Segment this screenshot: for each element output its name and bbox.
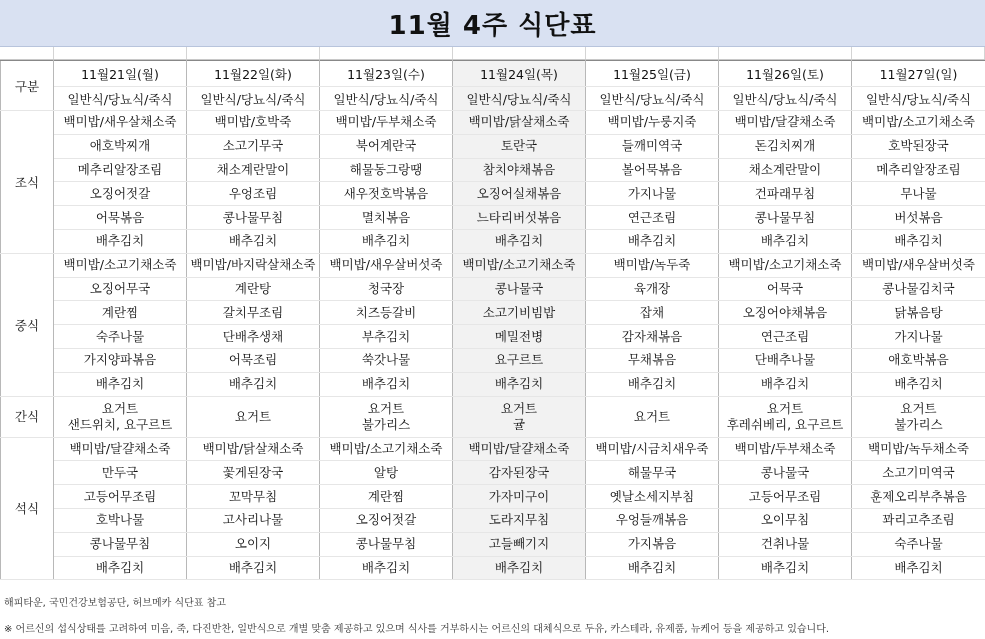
breakfast-row xyxy=(1,111,985,135)
lunch-row xyxy=(1,348,985,372)
menu-cell: 숙주나물 xyxy=(852,532,985,556)
menu-cell: 배추김치 xyxy=(719,229,852,253)
meal-type-header: 일반식/당뇨식/죽식 xyxy=(187,87,320,111)
menu-cell: 요구르트 xyxy=(453,348,586,372)
menu-cell: 어묵조림 xyxy=(187,348,320,372)
menu-cell: 백미밥/녹두채소죽 xyxy=(852,437,985,461)
dinner-section xyxy=(1,437,985,580)
dinner-row xyxy=(1,437,985,461)
menu-cell: 꼬막무침 xyxy=(187,485,320,509)
menu-cell: 배추김치 xyxy=(719,372,852,396)
meal-type-row xyxy=(1,87,985,111)
menu-cell: 채소계란말이 xyxy=(719,158,852,182)
snack-cell: 요거트 xyxy=(187,396,320,437)
menu-cell: 꽃게된장국 xyxy=(187,461,320,485)
menu-cell: 청국장 xyxy=(320,277,453,301)
menu-cell: 배추김치 xyxy=(320,372,453,396)
menu-cell: 배추김치 xyxy=(586,229,719,253)
menu-cell: 토란국 xyxy=(453,134,586,158)
menu-cell: 연근조림 xyxy=(719,325,852,349)
dinner-row xyxy=(1,532,985,556)
menu-cell: 알탕 xyxy=(320,461,453,485)
menu-cell: 계란찜 xyxy=(320,485,453,509)
menu-cell: 백미밥/소고기채소죽 xyxy=(54,253,187,277)
menu-cell: 연근조림 xyxy=(586,206,719,230)
menu-cell: 계란찜 xyxy=(54,301,187,325)
menu-cell: 볼어묵볶음 xyxy=(586,158,719,182)
date-header: 11월24일(목) xyxy=(453,61,586,87)
menu-cell: 배추김치 xyxy=(320,229,453,253)
menu-cell: 백미밥/새우살버섯죽 xyxy=(320,253,453,277)
menu-cell: 백미밥/달걀채소죽 xyxy=(453,437,586,461)
meal-type-header: 일반식/당뇨식/죽식 xyxy=(719,87,852,111)
lunch-row xyxy=(1,325,985,349)
menu-cell: 배추김치 xyxy=(586,372,719,396)
menu-cell: 메추리알장조림 xyxy=(852,158,985,182)
breakfast-row xyxy=(1,134,985,158)
menu-cell: 콩나물국 xyxy=(719,461,852,485)
menu-cell: 고사리나물 xyxy=(187,508,320,532)
meal-label-lunch: 중식 xyxy=(1,253,54,396)
menu-cell: 배추김치 xyxy=(719,556,852,580)
menu-cell: 해물동그랑땡 xyxy=(320,158,453,182)
menu-cell: 백미밥/두부채소죽 xyxy=(719,437,852,461)
menu-cell: 옛날소세지부침 xyxy=(586,485,719,509)
meal-type-header: 일반식/당뇨식/죽식 xyxy=(453,87,586,111)
breakfast-row xyxy=(1,182,985,206)
menu-cell: 훈제오리부추볶음 xyxy=(852,485,985,509)
meal-type-header: 일반식/당뇨식/죽식 xyxy=(586,87,719,111)
menu-cell: 콩나물무침 xyxy=(719,206,852,230)
menu-cell: 백미밥/새우살버섯죽 xyxy=(852,253,985,277)
menu-cell: 배추김치 xyxy=(54,556,187,580)
menu-cell: 소고기미역국 xyxy=(852,461,985,485)
dinner-row xyxy=(1,485,985,509)
menu-cell: 어묵국 xyxy=(719,277,852,301)
snack-cell: 요거트 불가리스 xyxy=(852,396,985,437)
menu-cell: 닭볶음탕 xyxy=(852,301,985,325)
menu-cell: 고등어무조림 xyxy=(54,485,187,509)
menu-cell: 메밀전병 xyxy=(453,325,586,349)
menu-cell: 해물무국 xyxy=(586,461,719,485)
menu-cell: 오징어무국 xyxy=(54,277,187,301)
menu-cell: 오이무침 xyxy=(719,508,852,532)
menu-cell: 백미밥/바지락살채소죽 xyxy=(187,253,320,277)
dinner-row xyxy=(1,508,985,532)
menu-cell: 백미밥/닭살채소죽 xyxy=(187,437,320,461)
menu-cell: 백미밥/달걀채소죽 xyxy=(719,111,852,135)
menu-cell: 느타리버섯볶음 xyxy=(453,206,586,230)
menu-cell: 호박된장국 xyxy=(852,134,985,158)
menu-cell: 감자된장국 xyxy=(453,461,586,485)
meal-label-breakfast: 조식 xyxy=(1,111,54,254)
menu-cell: 백미밥/누룽지죽 xyxy=(586,111,719,135)
menu-cell: 콩나물무침 xyxy=(54,532,187,556)
lunch-row xyxy=(1,372,985,396)
service-note: ※ 어르신의 섭식상태를 고려하여 미음, 죽, 다진반찬, 일반식으로 개별 맞춤 제공하고 있으며 식사를 거부하시는 어르신의 대체식으로 두유, 카스테라, 유제품, 뉴케어 등을 제공하고 있습니다. xyxy=(4,624,830,635)
menu-cell: 오징어젓갈 xyxy=(54,182,187,206)
menu-cell: 백미밥/소고기채소죽 xyxy=(320,437,453,461)
menu-cell: 배추김치 xyxy=(187,372,320,396)
menu-cell: 도라지무침 xyxy=(453,508,586,532)
snack-cell: 요거트 후레쉬베리, 요구르트 xyxy=(719,396,852,437)
date-header: 11월21일(월) xyxy=(54,61,187,87)
title-bar xyxy=(0,0,985,47)
menu-cell: 백미밥/소고기채소죽 xyxy=(453,253,586,277)
menu-cell: 백미밥/호박죽 xyxy=(187,111,320,135)
snack-cell: 요거트 불가리스 xyxy=(320,396,453,437)
menu-cell: 콩나물국 xyxy=(453,277,586,301)
menu-cell: 잡채 xyxy=(586,301,719,325)
menu-cell: 애호박볶음 xyxy=(852,348,985,372)
menu-cell: 배추김치 xyxy=(852,229,985,253)
date-header: 11월23일(수) xyxy=(320,61,453,87)
menu-cell: 가자미구이 xyxy=(453,485,586,509)
menu-cell: 콩나물무침 xyxy=(187,206,320,230)
dinner-row xyxy=(1,556,985,580)
menu-cell: 백미밥/새우살채소죽 xyxy=(54,111,187,135)
menu-cell: 무나물 xyxy=(852,182,985,206)
meal-label-dinner: 석식 xyxy=(1,437,54,580)
page-title: 11월 4주 식단표 xyxy=(388,10,597,41)
breakfast-section xyxy=(1,111,985,254)
menu-cell: 채소계란말이 xyxy=(187,158,320,182)
meal-type-header: 일반식/당뇨식/죽식 xyxy=(320,87,453,111)
breakfast-row xyxy=(1,158,985,182)
dinner-row xyxy=(1,461,985,485)
menu-cell: 배추김치 xyxy=(453,229,586,253)
menu-cell: 숙주나물 xyxy=(54,325,187,349)
menu-cell: 백미밥/소고기채소죽 xyxy=(719,253,852,277)
menu-cell: 육개장 xyxy=(586,277,719,301)
menu-cell: 소고기비빔밥 xyxy=(453,301,586,325)
lunch-section xyxy=(1,253,985,396)
menu-cell: 배추김치 xyxy=(852,372,985,396)
breakfast-row xyxy=(1,206,985,230)
menu-cell: 소고기무국 xyxy=(187,134,320,158)
menu-cell: 호박나물 xyxy=(54,508,187,532)
snack-cell: 요거트 귤 xyxy=(453,396,586,437)
menu-cell: 버섯볶음 xyxy=(852,206,985,230)
menu-cell: 가지나물 xyxy=(852,325,985,349)
meal-type-header: 일반식/당뇨식/죽식 xyxy=(54,87,187,111)
menu-cell: 갈치무조림 xyxy=(187,301,320,325)
menu-cell: 쑥갓나물 xyxy=(320,348,453,372)
meal-label-snack: 간식 xyxy=(1,396,54,437)
menu-cell: 오징어실채볶음 xyxy=(453,182,586,206)
menu-cell: 멸치볶음 xyxy=(320,206,453,230)
menu-cell: 배추김치 xyxy=(852,556,985,580)
menu-cell: 오이지 xyxy=(187,532,320,556)
date-header-row xyxy=(1,61,985,87)
lunch-row xyxy=(1,301,985,325)
menu-cell: 배추김치 xyxy=(187,229,320,253)
menu-cell: 백미밥/녹두죽 xyxy=(586,253,719,277)
menu-cell: 고등어무조림 xyxy=(719,485,852,509)
menu-cell: 배추김치 xyxy=(586,556,719,580)
menu-cell: 새우젓호박볶음 xyxy=(320,182,453,206)
menu-cell: 꽈리고추조림 xyxy=(852,508,985,532)
menu-cell: 북어계란국 xyxy=(320,134,453,158)
menu-cell: 백미밥/달걀채소죽 xyxy=(54,437,187,461)
menu-cell: 부추김치 xyxy=(320,325,453,349)
menu-cell: 들깨미역국 xyxy=(586,134,719,158)
meal-type-header: 일반식/당뇨식/죽식 xyxy=(852,87,985,111)
menu-cell: 가지나물 xyxy=(586,182,719,206)
menu-cell: 돈김치찌개 xyxy=(719,134,852,158)
snack-section xyxy=(1,396,985,437)
menu-cell: 건파래무침 xyxy=(719,182,852,206)
menu-cell: 메추리알장조림 xyxy=(54,158,187,182)
menu-cell: 백미밥/닭살채소죽 xyxy=(453,111,586,135)
menu-cell: 배추김치 xyxy=(453,556,586,580)
date-header: 11월26일(토) xyxy=(719,61,852,87)
menu-cell: 건취나물 xyxy=(719,532,852,556)
source-note: 해피타운, 국민건강보험공단, 허브메카 식단표 참고 xyxy=(4,598,226,609)
menu-cell: 가지양파볶음 xyxy=(54,348,187,372)
snack-cell: 요거트 샌드위치, 요구르트 xyxy=(54,396,187,437)
menu-cell: 백미밥/시금치새우죽 xyxy=(586,437,719,461)
menu-cell: 배추김치 xyxy=(54,372,187,396)
menu-cell: 만두국 xyxy=(54,461,187,485)
menu-cell: 콩나물김치국 xyxy=(852,277,985,301)
menu-cell: 배추김치 xyxy=(54,229,187,253)
category-header: 구분 xyxy=(1,61,54,111)
menu-cell: 가지볶음 xyxy=(586,532,719,556)
menu-cell: 배추김치 xyxy=(453,372,586,396)
breakfast-row xyxy=(1,229,985,253)
menu-cell: 참치야채볶음 xyxy=(453,158,586,182)
menu-cell: 단배추생채 xyxy=(187,325,320,349)
date-header: 11월22일(화) xyxy=(187,61,320,87)
menu-cell: 백미밥/두부채소죽 xyxy=(320,111,453,135)
menu-cell: 무채볶음 xyxy=(586,348,719,372)
date-header: 11월27일(일) xyxy=(852,61,985,87)
lunch-row xyxy=(1,277,985,301)
menu-cell: 배추김치 xyxy=(187,556,320,580)
snack-cell: 요거트 xyxy=(586,396,719,437)
lunch-row xyxy=(1,253,985,277)
menu-cell: 단배추나물 xyxy=(719,348,852,372)
date-header: 11월25일(금) xyxy=(586,61,719,87)
menu-cell: 계란탕 xyxy=(187,277,320,301)
menu-cell: 백미밥/소고기채소죽 xyxy=(852,111,985,135)
menu-cell: 고들빼기지 xyxy=(453,532,586,556)
menu-cell: 콩나물무침 xyxy=(320,532,453,556)
menu-cell: 오징어젓갈 xyxy=(320,508,453,532)
menu-cell: 감자채볶음 xyxy=(586,325,719,349)
menu-cell: 우엉들깨볶음 xyxy=(586,508,719,532)
menu-cell: 어묵볶음 xyxy=(54,206,187,230)
menu-cell: 우엉조림 xyxy=(187,182,320,206)
menu-table xyxy=(0,60,985,580)
menu-cell: 오징어야채볶음 xyxy=(719,301,852,325)
menu-cell: 애호박찌개 xyxy=(54,134,187,158)
snack-row xyxy=(1,396,985,437)
menu-cell: 배추김치 xyxy=(320,556,453,580)
decorative-strip xyxy=(0,47,985,60)
menu-cell: 치즈등갈비 xyxy=(320,301,453,325)
